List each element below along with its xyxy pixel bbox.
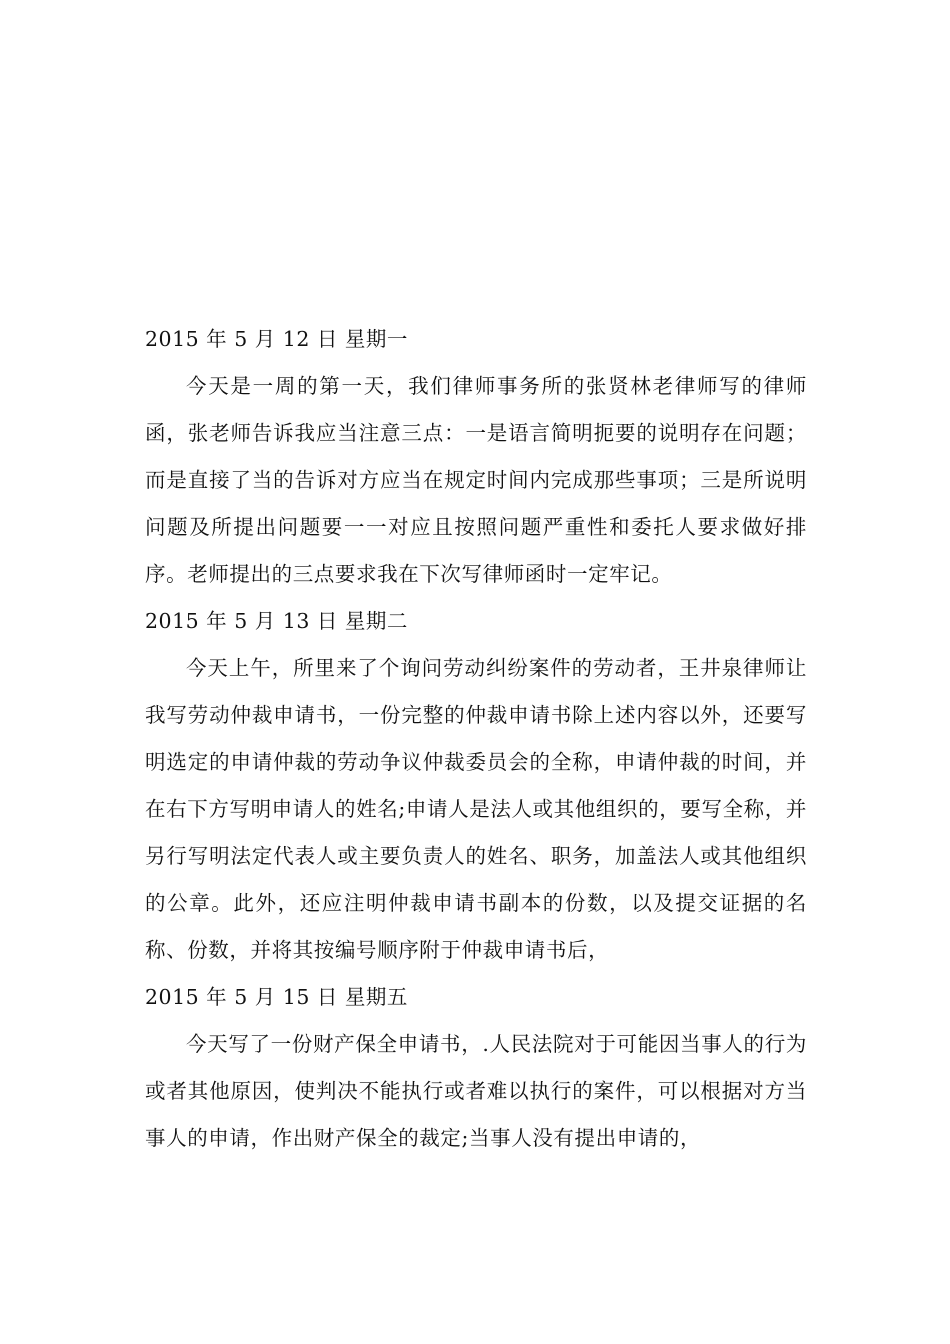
- entry-date: 2015 年 5 月 15 日 星期五: [145, 985, 408, 1009]
- diary-content: [145, 316, 807, 1162]
- entry-date: 2015 年 5 月 13 日 星期二: [145, 609, 408, 633]
- entry-date: 2015 年 5 月 12 日 星期一: [145, 327, 408, 351]
- entry-body: 今天写了一份财产保全申请书，.人民法院对于可能因当事人的行为或者其他原因，使判决不能执行或者难以执行的案件，可以根据对方当事人的申请，作出财产保全的裁定;当事人没有提出申请的，: [145, 1032, 807, 1150]
- entry-body: 今天上午，所里来了个询问劳动纠纷案件的劳动者，王井泉律师让我写劳动仲裁申请书，一份完整的仲裁申请书除上述内容以外，还要写明选定的申请仲裁的劳动争议仲裁委员会的全称，申请仲裁的时间，并在右下方写明申请人的姓名;申请人是法人或其他组织的，要写全称，并另行写明法定代表人或主要负责人的姓名、职务，加盖法人或其他组织的公章。此外，还应注明仲裁申请书副本的份数，以及提交证据的名称、份数，并将其按编号顺序附于仲裁申请书后，: [145, 656, 807, 962]
- entry-body: 今天是一周的第一天，我们律师事务所的张贤林老律师写的律师函，张老师告诉我应当注意三点：一是语言简明扼要的说明存在问题；而是直接了当的告诉对方应当在规定时间内完成那些事项；三是所说明问题及所提出问题要一一对应且按照问题严重性和委托人要求做好排序。老师提出的三点要求我在下次写律师函时一定牢记。: [145, 374, 807, 586]
